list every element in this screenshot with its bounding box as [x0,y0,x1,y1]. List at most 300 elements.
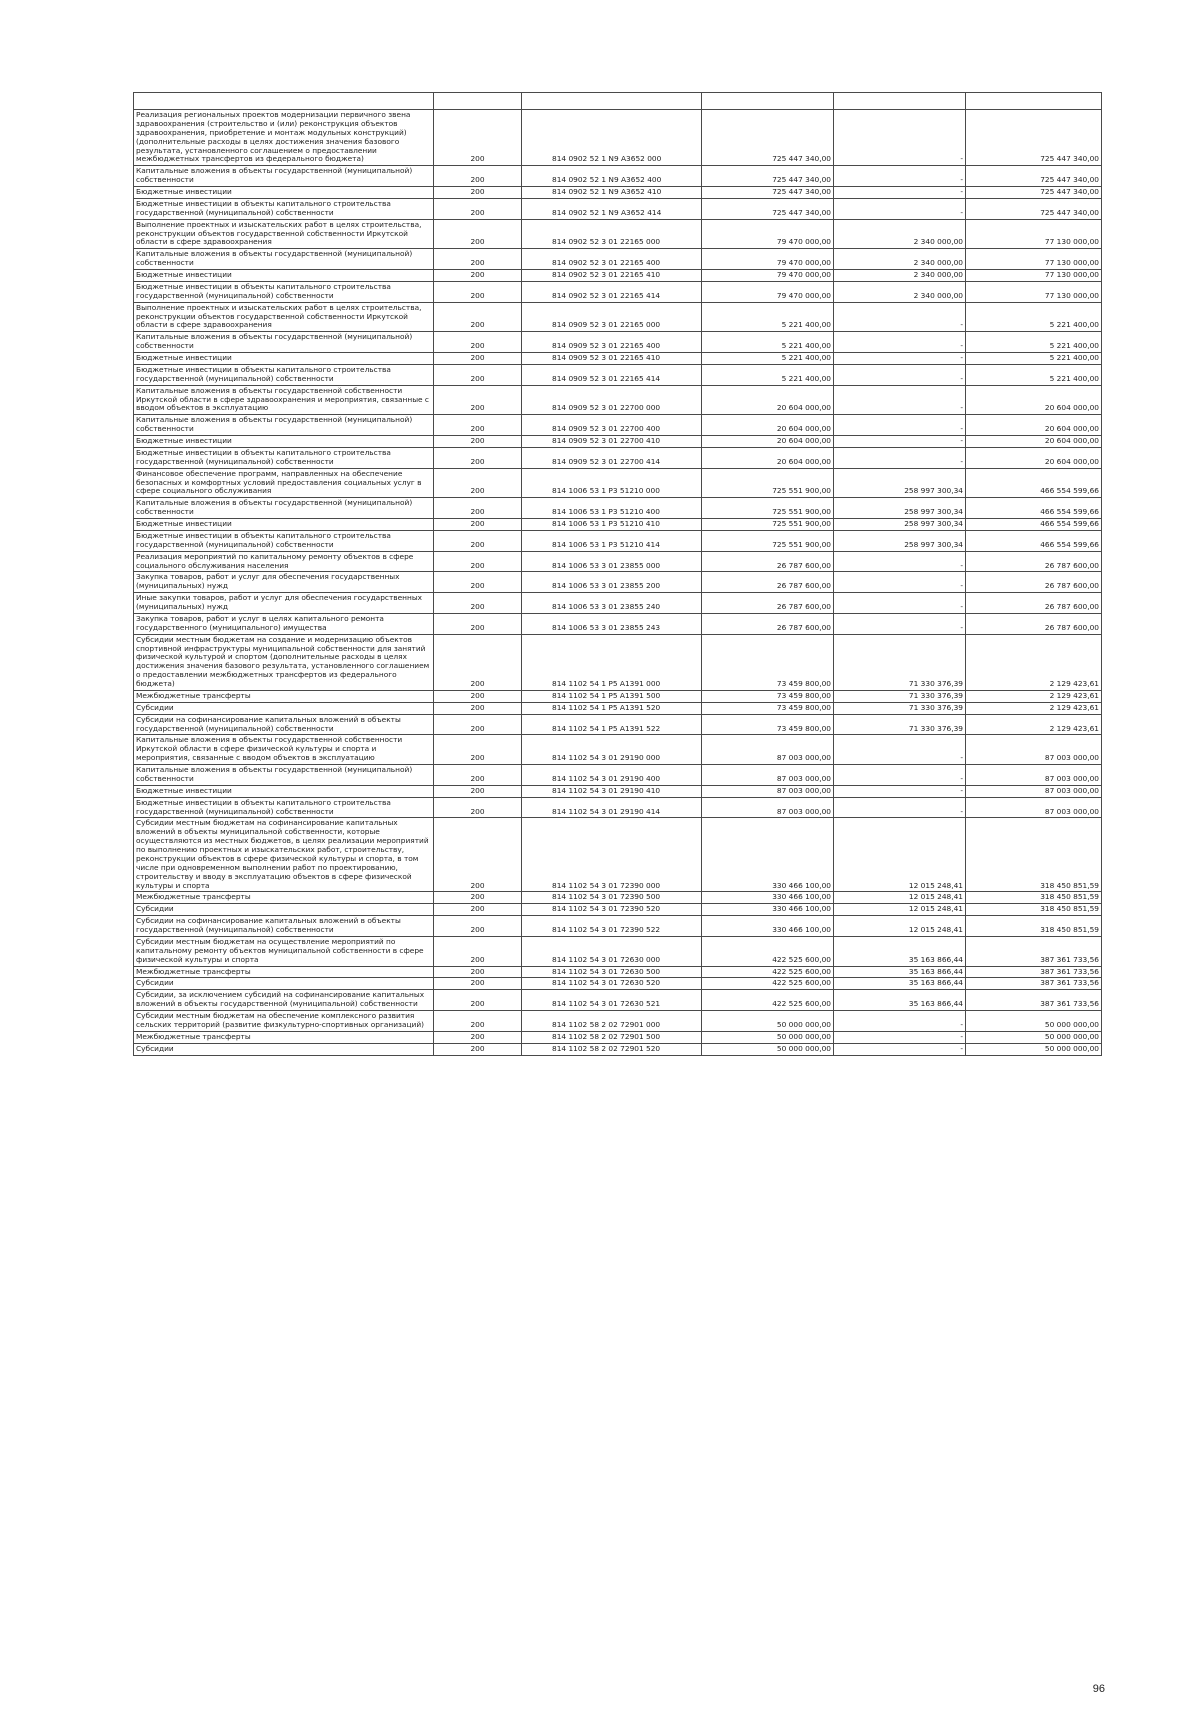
row-kbk-cell: 814 1102 58 2 02 72901 500 [522,1031,702,1043]
row-change-cell: 71 330 376,39 [834,634,966,690]
row-code-cell: 200 [434,765,522,786]
table-row [134,447,1102,468]
row-code-cell: 200 [434,1043,522,1055]
row-kbk-cell: 814 1006 53 3 01 23855 243 [522,613,702,634]
row-change-cell: 12 015 248,41 [834,916,966,937]
row-kbk-cell: 814 1102 54 3 01 29190 414 [522,797,702,818]
table-row [134,249,1102,270]
row-kbk-cell: 814 1102 54 3 01 72390 520 [522,904,702,916]
row-total-cell: 318 450 851,59 [966,904,1102,916]
row-change-cell: - [834,1043,966,1055]
row-name-cell: Бюджетные инвестиции [134,436,434,448]
table-row [134,187,1102,199]
table-cell [134,93,434,110]
row-plan-cell: 79 470 000,00 [702,249,834,270]
row-name-cell: Бюджетные инвестиции в объекты капитального строительства государственной (муниципальной) собственности [134,281,434,302]
row-total-cell: 5 221 400,00 [966,364,1102,385]
row-kbk-cell: 814 1102 54 3 01 29190 410 [522,785,702,797]
row-total-cell: 387 361 733,56 [966,978,1102,990]
row-change-cell: 2 340 000,00 [834,281,966,302]
row-plan-cell: 20 604 000,00 [702,385,834,415]
row-total-cell: 318 450 851,59 [966,916,1102,937]
row-plan-cell: 26 787 600,00 [702,613,834,634]
row-change-cell: - [834,447,966,468]
row-total-cell: 725 447 340,00 [966,187,1102,199]
row-change-cell: - [834,551,966,572]
row-kbk-cell: 814 0902 52 1 N9 A3652 400 [522,166,702,187]
row-change-cell: - [834,785,966,797]
row-code-cell: 200 [434,916,522,937]
table-row [134,364,1102,385]
row-total-cell: 20 604 000,00 [966,436,1102,448]
row-total-cell: 87 003 000,00 [966,765,1102,786]
table-row [134,530,1102,551]
table-cell [966,93,1102,110]
row-total-cell: 50 000 000,00 [966,1043,1102,1055]
table-row [134,916,1102,937]
row-name-cell: Бюджетные инвестиции [134,519,434,531]
row-total-cell: 20 604 000,00 [966,447,1102,468]
row-plan-cell: 330 466 100,00 [702,818,834,892]
row-plan-cell: 73 459 800,00 [702,634,834,690]
row-code-cell: 200 [434,714,522,735]
row-code-cell: 200 [434,990,522,1011]
row-total-cell: 77 130 000,00 [966,270,1102,282]
row-name-cell: Межбюджетные трансферты [134,966,434,978]
table-row [134,892,1102,904]
row-name-cell: Субсидии, за исключением субсидий на софинансирование капитальных вложений в объекты государственной (муниципальной) собственности [134,990,434,1011]
row-kbk-cell: 814 0902 52 1 N9 A3652 414 [522,198,702,219]
row-kbk-cell: 814 1102 54 3 01 72630 000 [522,936,702,966]
row-name-cell: Закупка товаров, работ и услуг для обеспечения государственных (муниципальных) нужд [134,572,434,593]
table-row [134,613,1102,634]
row-name-cell: Капитальные вложения в объекты государственной (муниципальной) собственности [134,166,434,187]
table-row [134,1011,1102,1032]
row-code-cell: 200 [434,530,522,551]
row-total-cell: 77 130 000,00 [966,219,1102,249]
row-name-cell: Субсидии [134,702,434,714]
table-row [134,498,1102,519]
row-change-cell: - [834,110,966,166]
row-kbk-cell: 814 1102 54 1 P5 A1391 500 [522,690,702,702]
row-name-cell: Субсидии [134,904,434,916]
row-code-cell: 200 [434,364,522,385]
table-row [134,415,1102,436]
table-row [134,572,1102,593]
row-kbk-cell: 814 1102 54 1 P5 A1391 000 [522,634,702,690]
row-plan-cell: 87 003 000,00 [702,797,834,818]
table-cell [702,93,834,110]
row-total-cell: 2 129 423,61 [966,702,1102,714]
table-row [134,270,1102,282]
row-code-cell: 200 [434,187,522,199]
row-plan-cell: 5 221 400,00 [702,332,834,353]
row-change-cell: - [834,364,966,385]
table-cell [522,93,702,110]
row-code-cell: 200 [434,735,522,765]
row-name-cell: Капитальные вложения в объекты государственной (муниципальной) собственности [134,498,434,519]
row-change-cell: - [834,735,966,765]
table-row [134,735,1102,765]
row-total-cell: 87 003 000,00 [966,785,1102,797]
row-total-cell: 466 554 599,66 [966,468,1102,498]
row-code-cell: 200 [434,415,522,436]
row-change-cell: 12 015 248,41 [834,892,966,904]
row-code-cell: 200 [434,385,522,415]
row-change-cell: 2 340 000,00 [834,219,966,249]
row-name-cell: Капитальные вложения в объекты государственной (муниципальной) собственности [134,415,434,436]
row-name-cell: Капитальные вложения в объекты государственной (муниципальной) собственности [134,332,434,353]
row-kbk-cell: 814 0909 52 3 01 22165 400 [522,332,702,353]
row-code-cell: 200 [434,302,522,332]
row-total-cell: 318 450 851,59 [966,818,1102,892]
row-plan-cell: 73 459 800,00 [702,690,834,702]
row-plan-cell: 50 000 000,00 [702,1011,834,1032]
table-row [134,551,1102,572]
row-total-cell: 2 129 423,61 [966,714,1102,735]
row-change-cell: - [834,353,966,365]
row-kbk-cell: 814 0909 52 3 01 22700 400 [522,415,702,436]
row-total-cell: 466 554 599,66 [966,498,1102,519]
row-change-cell: - [834,572,966,593]
row-code-cell: 200 [434,353,522,365]
row-kbk-cell: 814 0909 52 3 01 22165 414 [522,364,702,385]
row-name-cell: Выполнение проектных и изыскательских работ в целях строительства, реконструкции объектов государственной собственности Иркутской области в сфере здравоохранения [134,302,434,332]
row-change-cell: 258 997 300,34 [834,530,966,551]
row-plan-cell: 50 000 000,00 [702,1031,834,1043]
table-row [134,385,1102,415]
row-kbk-cell: 814 1102 54 3 01 29190 400 [522,765,702,786]
row-code-cell: 200 [434,797,522,818]
row-change-cell: - [834,198,966,219]
row-name-cell: Капитальные вложения в объекты государственной собственности Иркутской области в сфере физической культуры и спорта и мероприятия, связанные с вводом объектов в эксплуатацию [134,735,434,765]
row-code-cell: 200 [434,785,522,797]
table-row [134,166,1102,187]
row-plan-cell: 725 447 340,00 [702,166,834,187]
row-change-cell: 35 163 866,44 [834,966,966,978]
budget-table [133,92,1102,1056]
row-kbk-cell: 814 1102 54 3 01 72390 500 [522,892,702,904]
row-change-cell: 71 330 376,39 [834,702,966,714]
row-name-cell: Субсидии местным бюджетам на осуществление мероприятий по капитальному ремонту объектов муниципальной собственности в сфере физической культуры и спорта [134,936,434,966]
row-name-cell: Субсидии на софинансирование капитальных вложений в объекты государственной (муниципальной) собственности [134,714,434,735]
row-plan-cell: 5 221 400,00 [702,364,834,385]
table-row [134,519,1102,531]
row-plan-cell: 5 221 400,00 [702,353,834,365]
row-plan-cell: 725 551 900,00 [702,530,834,551]
row-name-cell: Субсидии местным бюджетам на софинансирование капитальных вложений в объекты муниципальной собственности, которые осуществляются из местных бюджетов, в целях реализации мероприятий по выполнению проектных и изыскательских работ, строительству, реконструкции объектов в сфере физической культуры и спорта, в том числе при одновременном выполнении работ по проектированию, строительству и вводу в эксплуатацию объектов в сфере физической культуры и спорта [134,818,434,892]
row-plan-cell: 87 003 000,00 [702,765,834,786]
row-total-cell: 87 003 000,00 [966,797,1102,818]
row-total-cell: 387 361 733,56 [966,966,1102,978]
row-code-cell: 200 [434,904,522,916]
row-plan-cell: 422 525 600,00 [702,966,834,978]
row-total-cell: 26 787 600,00 [966,551,1102,572]
row-kbk-cell: 814 1102 54 3 01 72630 521 [522,990,702,1011]
page-number: 96 [1092,1683,1105,1695]
row-total-cell: 387 361 733,56 [966,990,1102,1011]
row-code-cell: 200 [434,166,522,187]
row-kbk-cell: 814 1102 54 1 P5 A1391 522 [522,714,702,735]
row-code-cell: 200 [434,936,522,966]
row-total-cell: 77 130 000,00 [966,281,1102,302]
row-plan-cell: 725 551 900,00 [702,498,834,519]
row-change-cell: 12 015 248,41 [834,904,966,916]
row-total-cell: 26 787 600,00 [966,593,1102,614]
row-kbk-cell: 814 0902 52 3 01 22165 410 [522,270,702,282]
row-change-cell: 258 997 300,34 [834,468,966,498]
table-row [134,468,1102,498]
row-total-cell: 87 003 000,00 [966,735,1102,765]
row-change-cell: - [834,436,966,448]
row-change-cell: 35 163 866,44 [834,978,966,990]
row-name-cell: Капитальные вложения в объекты государственной собственности Иркутской области в сфере здравоохранения и мероприятия, связанные с вводом объектов в эксплуатацию [134,385,434,415]
row-kbk-cell: 814 1102 54 3 01 72630 500 [522,966,702,978]
row-code-cell: 200 [434,613,522,634]
row-code-cell: 200 [434,198,522,219]
row-name-cell: Выполнение проектных и изыскательских работ в целях строительства, реконструкции объектов государственной собственности Иркутской области в сфере здравоохранения [134,219,434,249]
row-total-cell: 725 447 340,00 [966,110,1102,166]
row-change-cell: - [834,415,966,436]
table-row [134,765,1102,786]
table-row [134,198,1102,219]
row-kbk-cell: 814 1102 58 2 02 72901 000 [522,1011,702,1032]
row-change-cell: - [834,332,966,353]
budget-table-body [134,93,1102,1056]
table-row [134,1031,1102,1043]
row-plan-cell: 79 470 000,00 [702,270,834,282]
row-name-cell: Финансовое обеспечение программ, направленных на обеспечение безопасных и комфортных условий предоставления социальных услуг в сфере социального обслуживания [134,468,434,498]
table-row [134,593,1102,614]
row-name-cell: Бюджетные инвестиции [134,785,434,797]
table-row [134,936,1102,966]
row-change-cell: - [834,187,966,199]
row-plan-cell: 330 466 100,00 [702,916,834,937]
row-code-cell: 200 [434,978,522,990]
row-kbk-cell: 814 1102 54 1 P5 A1391 520 [522,702,702,714]
row-code-cell: 200 [434,110,522,166]
row-name-cell: Межбюджетные трансферты [134,892,434,904]
row-plan-cell: 422 525 600,00 [702,936,834,966]
row-code-cell: 200 [434,519,522,531]
row-total-cell: 2 129 423,61 [966,634,1102,690]
row-change-cell: - [834,613,966,634]
row-name-cell: Субсидии [134,978,434,990]
row-change-cell: 2 340 000,00 [834,249,966,270]
table-row [134,797,1102,818]
row-code-cell: 200 [434,702,522,714]
row-name-cell: Субсидии [134,1043,434,1055]
row-plan-cell: 26 787 600,00 [702,551,834,572]
row-code-cell: 200 [434,966,522,978]
row-name-cell: Бюджетные инвестиции в объекты капитального строительства государственной (муниципальной) собственности [134,198,434,219]
table-row [134,1043,1102,1055]
row-code-cell: 200 [434,1031,522,1043]
row-change-cell: 258 997 300,34 [834,498,966,519]
row-total-cell: 20 604 000,00 [966,415,1102,436]
table-row [134,714,1102,735]
row-plan-cell: 725 447 340,00 [702,187,834,199]
row-kbk-cell: 814 1006 53 3 01 23855 200 [522,572,702,593]
table-row [134,281,1102,302]
row-kbk-cell: 814 0902 52 3 01 22165 000 [522,219,702,249]
row-name-cell: Закупка товаров, работ и услуг в целях капитального ремонта государственного (муниципального) имущества [134,613,434,634]
row-name-cell: Субсидии местным бюджетам на обеспечение комплексного развития сельских территорий (развитие физкультурно-спортивных организаций) [134,1011,434,1032]
row-total-cell: 5 221 400,00 [966,353,1102,365]
row-kbk-cell: 814 1006 53 1 P3 51210 000 [522,468,702,498]
row-kbk-cell: 814 1102 54 3 01 29190 000 [522,735,702,765]
row-kbk-cell: 814 1102 54 3 01 72630 520 [522,978,702,990]
row-total-cell: 77 130 000,00 [966,249,1102,270]
row-code-cell: 200 [434,634,522,690]
row-plan-cell: 330 466 100,00 [702,904,834,916]
row-kbk-cell: 814 1102 54 3 01 72390 522 [522,916,702,937]
row-name-cell: Реализация региональных проектов модернизации первичного звена здравоохранения (строительство и (или) реконструкция объектов здравоохранения, приобретение и монтаж модульных конструкций) (дополнительные расходы в целях достижения значения базового результата, установленного соглашением о предоставлении межбюджетных трансфертов из федерального бюджета) [134,110,434,166]
row-change-cell: - [834,1031,966,1043]
row-change-cell: 35 163 866,44 [834,936,966,966]
row-change-cell: 35 163 866,44 [834,990,966,1011]
row-code-cell: 200 [434,447,522,468]
row-name-cell: Капитальные вложения в объекты государственной (муниципальной) собственности [134,765,434,786]
row-code-cell: 200 [434,219,522,249]
row-plan-cell: 79 470 000,00 [702,281,834,302]
row-plan-cell: 26 787 600,00 [702,572,834,593]
row-total-cell: 318 450 851,59 [966,892,1102,904]
row-plan-cell: 422 525 600,00 [702,978,834,990]
row-name-cell: Бюджетные инвестиции в объекты капитального строительства государственной (муниципальной) собственности [134,797,434,818]
row-name-cell: Бюджетные инвестиции в объекты капитального строительства государственной (муниципальной) собственности [134,447,434,468]
row-plan-cell: 725 551 900,00 [702,519,834,531]
row-name-cell: Бюджетные инвестиции [134,187,434,199]
table-row [134,990,1102,1011]
row-total-cell: 466 554 599,66 [966,519,1102,531]
row-total-cell: 5 221 400,00 [966,302,1102,332]
row-total-cell: 725 447 340,00 [966,166,1102,187]
row-plan-cell: 422 525 600,00 [702,990,834,1011]
table-row [134,904,1102,916]
row-name-cell: Межбюджетные трансферты [134,690,434,702]
table-row [134,332,1102,353]
row-code-cell: 200 [434,593,522,614]
row-code-cell: 200 [434,270,522,282]
row-plan-cell: 73 459 800,00 [702,702,834,714]
row-kbk-cell: 814 0909 52 3 01 22700 000 [522,385,702,415]
row-name-cell: Иные закупки товаров, работ и услуг для обеспечения государственных (муниципальных) нужд [134,593,434,614]
row-plan-cell: 20 604 000,00 [702,415,834,436]
row-plan-cell: 20 604 000,00 [702,447,834,468]
row-plan-cell: 725 447 340,00 [702,110,834,166]
row-total-cell: 2 129 423,61 [966,690,1102,702]
row-code-cell: 200 [434,892,522,904]
table-cell [834,93,966,110]
row-code-cell: 200 [434,249,522,270]
row-plan-cell: 79 470 000,00 [702,219,834,249]
row-kbk-cell: 814 0902 52 3 01 22165 414 [522,281,702,302]
row-plan-cell: 20 604 000,00 [702,436,834,448]
row-name-cell: Капитальные вложения в объекты государственной (муниципальной) собственности [134,249,434,270]
row-kbk-cell: 814 1102 58 2 02 72901 520 [522,1043,702,1055]
row-total-cell: 387 361 733,56 [966,936,1102,966]
row-plan-cell: 725 447 340,00 [702,198,834,219]
row-name-cell: Межбюджетные трансферты [134,1031,434,1043]
row-name-cell: Бюджетные инвестиции в объекты капитального строительства государственной (муниципальной) собственности [134,364,434,385]
row-name-cell: Реализация мероприятий по капитальному ремонту объектов в сфере социального обслуживания населения [134,551,434,572]
row-change-cell: - [834,1011,966,1032]
row-plan-cell: 73 459 800,00 [702,714,834,735]
row-change-cell: 258 997 300,34 [834,519,966,531]
row-kbk-cell: 814 1006 53 1 P3 51210 400 [522,498,702,519]
row-change-cell: 12 015 248,41 [834,818,966,892]
table-row [134,785,1102,797]
table-row [134,302,1102,332]
row-change-cell: - [834,385,966,415]
row-plan-cell: 5 221 400,00 [702,302,834,332]
row-kbk-cell: 814 1102 54 3 01 72390 000 [522,818,702,892]
row-kbk-cell: 814 0902 52 1 N9 A3652 000 [522,110,702,166]
row-code-cell: 200 [434,332,522,353]
row-name-cell: Субсидии на софинансирование капитальных вложений в объекты государственной (муниципальной) собственности [134,916,434,937]
row-plan-cell: 330 466 100,00 [702,892,834,904]
row-kbk-cell: 814 0909 52 3 01 22700 414 [522,447,702,468]
row-name-cell: Бюджетные инвестиции в объекты капитального строительства государственной (муниципальной) собственности [134,530,434,551]
row-change-cell: 71 330 376,39 [834,690,966,702]
row-change-cell: 71 330 376,39 [834,714,966,735]
row-kbk-cell: 814 0909 52 3 01 22700 410 [522,436,702,448]
row-code-cell: 200 [434,572,522,593]
table-cell [434,93,522,110]
row-kbk-cell: 814 1006 53 1 P3 51210 414 [522,530,702,551]
table-row [134,702,1102,714]
row-total-cell: 5 221 400,00 [966,332,1102,353]
row-change-cell: - [834,765,966,786]
table-row [134,818,1102,892]
row-kbk-cell: 814 1006 53 3 01 23855 000 [522,551,702,572]
row-total-cell: 50 000 000,00 [966,1011,1102,1032]
row-kbk-cell: 814 0902 52 1 N9 A3652 410 [522,187,702,199]
row-kbk-cell: 814 0902 52 3 01 22165 400 [522,249,702,270]
row-code-cell: 200 [434,498,522,519]
table-row [134,219,1102,249]
table-row [134,436,1102,448]
row-code-cell: 200 [434,818,522,892]
row-code-cell: 200 [434,468,522,498]
row-plan-cell: 50 000 000,00 [702,1043,834,1055]
row-total-cell: 26 787 600,00 [966,572,1102,593]
row-code-cell: 200 [434,1011,522,1032]
row-name-cell: Бюджетные инвестиции [134,353,434,365]
table-row [134,634,1102,690]
row-total-cell: 725 447 340,00 [966,198,1102,219]
row-code-cell: 200 [434,690,522,702]
row-total-cell: 20 604 000,00 [966,385,1102,415]
row-total-cell: 50 000 000,00 [966,1031,1102,1043]
table-row [134,966,1102,978]
row-change-cell: - [834,593,966,614]
table-row [134,978,1102,990]
row-total-cell: 466 554 599,66 [966,530,1102,551]
row-kbk-cell: 814 1006 53 3 01 23855 240 [522,593,702,614]
row-code-cell: 200 [434,436,522,448]
row-plan-cell: 87 003 000,00 [702,785,834,797]
row-name-cell: Субсидии местным бюджетам на создание и модернизацию объектов спортивной инфраструктуры муниципальной собственности для занятий физической культурой и спортом (дополнительные расходы в целях достижения значения базового результата, установленного соглашением о предоставлении межбюджетных трансфертов из федерального бюджета) [134,634,434,690]
table-row [134,110,1102,166]
row-name-cell: Бюджетные инвестиции [134,270,434,282]
row-plan-cell: 87 003 000,00 [702,735,834,765]
row-change-cell: - [834,797,966,818]
row-change-cell: - [834,302,966,332]
row-kbk-cell: 814 0909 52 3 01 22165 410 [522,353,702,365]
row-code-cell: 200 [434,551,522,572]
